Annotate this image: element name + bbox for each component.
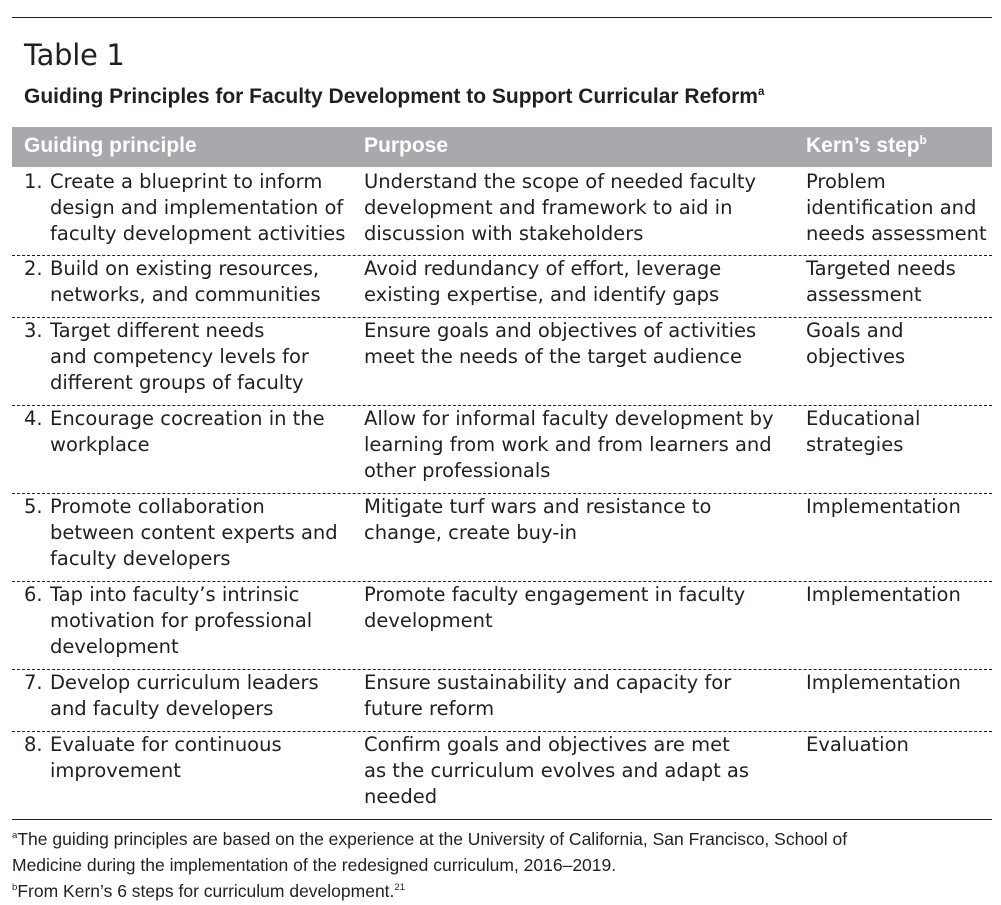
footnote-a-continuation (12, 852, 992, 878)
purpose-cell: Avoid redundancy of effort, leverage existing expertise, and identify gaps (364, 257, 722, 306)
footnote-mark: a (12, 830, 18, 842)
row-number: 5. (24, 495, 43, 518)
column-header-purpose (364, 133, 448, 158)
row-number: 2. (24, 257, 43, 280)
row-number: 3. (24, 319, 43, 342)
column-header-guiding-principle (24, 133, 197, 158)
table-footnotes (12, 826, 992, 904)
table-row (12, 494, 992, 582)
footnote-text: The guiding principles are based on the experience at the University of California, San Francisco, School of (17, 829, 848, 849)
footnote-b (12, 878, 992, 904)
table-label: Table 1 (24, 38, 125, 72)
row-number: 8. (24, 733, 43, 756)
table-row (12, 318, 992, 406)
purpose-cell: Confirm goals and objectives are met as the curriculum evolves and adapt as needed (364, 733, 750, 808)
row-number: 1. (24, 170, 43, 193)
kerns-step-cell: Implementation (806, 583, 961, 606)
purpose-cell: Understand the scope of needed faculty development and framework to aid in discussion with stakeholders (364, 170, 757, 245)
table-title-footnote-mark: a (757, 86, 765, 98)
guiding-principle-cell: Build on existing resources, networks, and communities (50, 257, 321, 306)
purpose-cell: Ensure sustainability and capacity for future reform (364, 671, 732, 720)
table-row (12, 582, 992, 670)
table-row (12, 406, 992, 494)
guiding-principle-cell: Promote collaboration between content experts and faculty developers (50, 495, 338, 570)
kerns-step-cell: Targeted needs assessment (806, 257, 956, 306)
footnote-a (12, 826, 992, 852)
guiding-principle-cell: Target different needs and competency levels for different groups of faculty (50, 319, 309, 394)
guiding-principle-cell: Tap into faculty’s intrinsic motivation for professional development (50, 583, 313, 658)
footnote-text: From Kern’s 6 steps for curriculum development. (17, 881, 395, 901)
kerns-step-cell: Educational strategies (806, 407, 921, 456)
reference-number: 21 (394, 882, 406, 894)
column-header-kerns-step (806, 133, 927, 158)
guiding-principle-cell: Encourage cocreation in the workplace (50, 407, 325, 456)
column-header-footnote-mark: b (919, 135, 927, 147)
column-header-label: Guiding principle (24, 134, 197, 157)
kerns-step-cell: Problem identification and needs assessment (806, 170, 987, 245)
purpose-cell: Allow for informal faculty development by learning from work and from learners and other professionals (364, 407, 774, 482)
table-title (24, 84, 764, 109)
kerns-step-cell: Implementation (806, 671, 961, 694)
table-row (12, 732, 992, 820)
kerns-step-cell: Goals and objectives (806, 319, 906, 368)
table-row (12, 169, 992, 256)
footnote-text: Medicine during the implementation of the redesigned curriculum, 2016–2019. (12, 855, 617, 875)
table-body (12, 169, 992, 820)
table-row (12, 256, 992, 318)
purpose-cell: Mitigate turf wars and resistance to change, create buy-in (364, 495, 712, 544)
column-header-label: Purpose (364, 134, 449, 157)
row-number: 4. (24, 407, 43, 430)
table-row (12, 670, 992, 732)
kerns-step-cell: Evaluation (806, 733, 909, 756)
table-title-text: Guiding Principles for Faculty Development to Support Curricular Reform (24, 85, 758, 108)
guiding-principle-cell: Evaluate for continuous improvement (50, 733, 282, 782)
footnote-mark: b (12, 882, 18, 894)
kerns-step-cell: Implementation (806, 495, 961, 518)
row-number: 6. (24, 583, 43, 606)
row-number: 7. (24, 671, 43, 694)
column-header-label: Kern’s step (806, 134, 920, 157)
guiding-principle-cell: Develop curriculum leaders and faculty developers (50, 671, 319, 720)
purpose-cell: Promote faculty engagement in faculty development (364, 583, 746, 632)
guiding-principle-cell: Create a blueprint to inform design and implementation of faculty development activities (50, 170, 346, 245)
top-rule (12, 17, 992, 18)
purpose-cell: Ensure goals and objectives of activities meet the needs of the target audience (364, 319, 757, 368)
